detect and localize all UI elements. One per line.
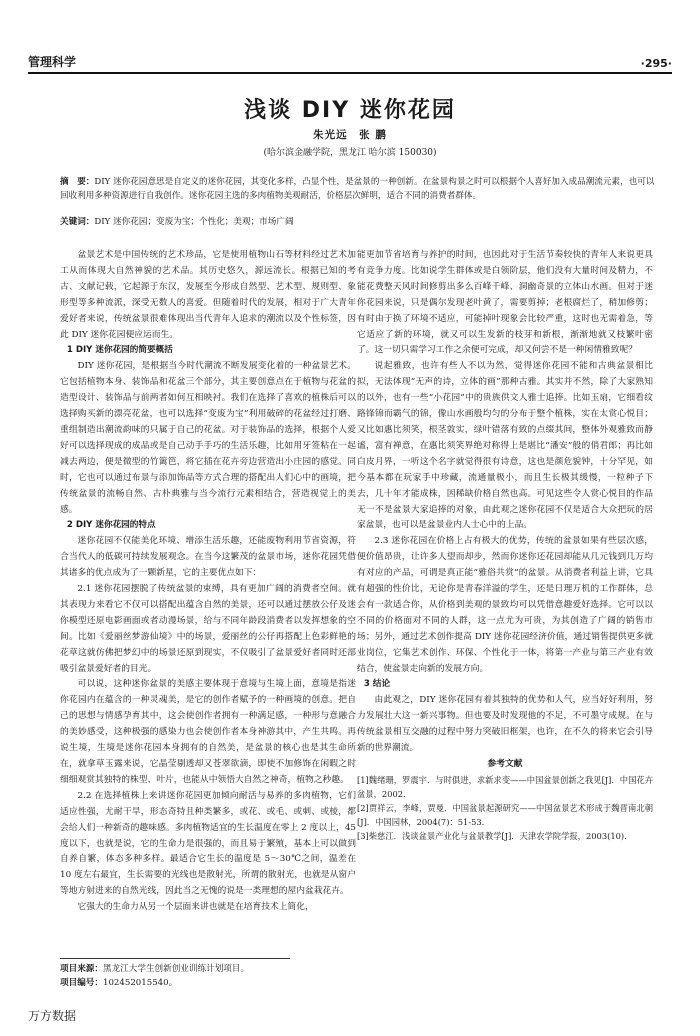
reference-item: [1]魏绪珊，罗震宇．与时俱进，求新求变——中国盆景创新之我见[J]．中国花卉盆景，2002. xyxy=(357,774,653,799)
body-paragraph: DIY 迷你花园，是根据当今时代潮流不断发展变化着的一种盆景艺术。它包括植物本身、装饰品和花盆三个部分，其主要创意点在于植物与花盆的造型设计、装饰品与前两者如何互相映衬。我们在选择了喜欢的植株后可以选择购买新的漂亮花盆，也可以选择“变废为宝”利用破碎的花盆经过打磨、重组制造出潮流韵味的只属于自己的花盆。对于装饰品的选择，根据个人爱好可以选择现成的成品或是自己动手手巧的生活乐趣，比如用牙签粘在一起减去两边，便是微型的竹篱笆，将它插在花卉旁边营造出小庄园的感觉。同时，它也可以通过布景与添加饰品等方式合理的搭配出人们心中的画境，把传统盆景的流畅自然、古朴典雅与当今流行元素相结合，营造视觉上的美感。 xyxy=(60,361,356,515)
body-paragraph: 盆景艺术是中国传统的艺术珍品，它是使用植物山石等材料经过艺术加工从而体现大自然神貌的艺术品。其历史悠久，源远流长。根据已知的考古、文献记载，它起源于东汉，发展至今形成自然型、艺术型、规则型、象形型等多种流派，深受无数人的喜爱。但随着时代的发展，相对于广大青年爱好者来说，传统盆景很难体现出当代青年人追求的潮流以及个性标签，因此 DIY 迷你花园便应运而生。 xyxy=(60,250,356,340)
page-number: ·295· xyxy=(640,57,672,70)
section-heading: 2 DIY 迷你花园的特点 xyxy=(66,520,156,531)
project-source xyxy=(60,962,249,976)
section-heading: 3 结论 xyxy=(363,679,391,690)
body-paragraph: 2.1 迷你花园摆脱了传统盆景的束缚，具有更加广阔的消费者空间。就其表现力来看它不仅可以搭配出蕴含自然的美景，还可以通过摆放公仔及迷你模型还原电影画面或者动漫场景，给与不同年龄段消费者以发挥想象的空间。比如《爱丽丝梦游仙境》中的场景，爱丽丝的公仔再搭配上色彩鲜艳的花草这就仿佛把梦幻中的场景还原到现实，不仅吸引了盆景爱好者同时还部吸引盆景爱好者的目光。 xyxy=(60,584,356,674)
watermark: 万方数据 xyxy=(28,1009,77,1023)
body-paragraph: 能更加节省培育与养护的时间，也因此对于生活节奏较快的青年人来说更具有竞争力度。比如说学生群体或是白领阶层，他们没有大量时间及精力，不能花费整天风时间修剪出多么百峰千峰、洞幽奇景的立体山水画。但对于迷你花园来说，只是偶尔发现老叶黄了，需要剪掉；老根腐烂了，稍加修剪；有时由于换了环境不适应，可能掉叶现象会比较严重，这时也无需着急，等它适应了新的环境，就又可以生发新的枝芽和新根，渐渐地就又枝繁叶密了。这一切只需学习工作之余便可完成，却又何尝不是一种闲情雅致呢？ xyxy=(357,250,653,356)
body-paragraph: 可以说，这种迷你盆景的美感主要体现于意境与生境上面，意境是指迷你花园内在蕴含的一种灵魂美，是它的创作者赋予的一种画境的创意。把自己的思想与情感孕育其中，这会使创作者拥有一种满足感，一种形与意融合的美妙感受，这种极强的感染力也会使创作者本身神游其中，产生共鸣。再说生境，生境是迷你花园本身拥有的自然美，是盆景的核心也是其生命所在，就拿草玉露来说，它晶莹剔透却又苍翠欲滴，即使不加修饰在闲暇之时细细观赏其独特的株型、叶片，也能从中领悟大自然之神奇，植物之秒趣。 xyxy=(60,679,356,785)
affiliation: (哈尔滨金融学院，黑龙江 哈尔滨 150030) xyxy=(263,148,437,158)
abstract xyxy=(60,176,660,203)
reference-item: [3]柴慈江．浅谈盆景产业化与盆景教学[J]．天津农学院学报，2003(10). xyxy=(357,830,627,841)
body-paragraph: 它强大的生命力从另一个层面来讲也就是在培育技术上简化， xyxy=(77,902,314,913)
journal-name: 管理科学 xyxy=(28,55,77,69)
authors: 朱光远 张 鹏 xyxy=(313,129,387,141)
footnote-rule xyxy=(60,958,290,959)
body-paragraph: 2.3 迷你花园在价格上占有极大的优势，传统的盆景如果有些层次感，便价值昂贵，让许多人望而却步，然而你迷你还花园却能从几元钱到几万均有对应的产品，可谓是真正能“雅俗共赏”的盆景。从消费者利益上讲，它具有超强的性价比，无论你是青春洋溢的学生，还是日理万机的工作群体，总会有一款适合你，从价格到美观的景致均可以凭借意趣爱好选择。它可以以不同的价格面对不同的人群，这一点尤为可贵，为其创造了广阔的销售市场；另外，通过艺术创作提高 DIY 迷你花园经济价值，通过销售提供更多就业岗位，它集艺术创作、环保、个性化于一体，将第一产业与第三产业有效结合，使盆景走向新的发展方向。 xyxy=(357,536,653,674)
references-heading: 参考文献 xyxy=(487,759,523,769)
running-header xyxy=(28,50,672,70)
keywords-label: 关键词： xyxy=(60,217,95,227)
body-paragraph: 说起雅致，也许有些人不以为然，觉得迷你花园不能和古典盆景相比拟，无法体现“无声的诗，立体的画”那种古雅。其实并不然，除了大家熟知的以外，也有一些“小花园”中的贵族供文人雅士追捧。比如玉扇，它细看纹路锋锦而霸气的锦，像山水画般均匀的分布于整个植株，实在太赏心悦目；又比如惠比须笑，根茎敦实，绿叶错落有致的点缀其间，整体外观雅致而静谧，富有禅意，在惠比须笑界绝对称得上是堪比“潘安”般的俏君郎；再比如白皮月界，一听这个名字就觉得很有诗意，这也是颜危貌钟，十分罕见，如今基本都在玩家手中珍藏，流通量极小，而且生长极其缓慢，一粒种子下去，几十年才能成株，因稀缺价格自然也高。可见这些令人赏心悦目的作品无一不是盆景大家追捧的对象，由此观之迷你花园不仅是适合大众把玩的居家盆景，也可以是盆景业内人士心中的上品。 xyxy=(357,361,653,531)
reference-item: [2]贾祥云，李峰，贾曼．中国盆景起源研究——中国盆景艺术形成于魏晋南北朝[J]．中国园林，2004(7)：51-53. xyxy=(357,802,653,827)
article-title: 浅谈 DIY 迷你花园 xyxy=(244,98,456,123)
project-source-label: 项目来源： xyxy=(60,964,103,974)
abstract-text: DIY 迷你花园意思是自定义的迷你花园，其变化多样，凸显个性，是盆景的一种创新。在盆景构景之时可以根据个人喜好加入成品潮流元素，也可以回收利用多种资源进行自我创作。迷你花园主选的多肉植物美观耐活，价格层次鲜明，适合不同的消费者群体。 xyxy=(60,177,655,201)
project-number-text: 102452015540。 xyxy=(102,978,178,988)
header-rule xyxy=(28,72,672,74)
body-paragraph: 迷你花园不仅能美化环境、增添生活乐趣，还能废物利用节省资源，符合当代人的低碳可持续发展观念。在当今这繁茂的盆景市场，迷你花园凭借其诸多的优点成为了一颗新星，它的主要优点如下： xyxy=(60,536,356,579)
body-paragraph: 2.2 在选择植株上来讲迷你花园更加倾向耐活与易养的多肉植物，它们适应性强，尤耐干旱，形态奇特且种类繁多，或花、或毛、或刺、或棱，都会给人们一种新奇的趣味感。多肉植物适宜的生长温度在零上 2 度以上，45 度以下，也就是说，它的生命力是很强的，而且易于繁殖，基本上可以做到自养自繁，体态多种多样。最适合它生长的温度是 5～30℃之间，温差在 10 度左右最宜，生长需要的光线也是散射光，所谓的散射光，也就是从窗户等地方射进来的自然光线，因此当之无愧的说是一类理想的屋内盆栽花卉。 xyxy=(60,790,356,897)
project-number xyxy=(60,976,177,990)
keywords-text: DIY 迷你花园；变废为宝；个性化；美观；市场广阔 xyxy=(94,217,294,227)
body-paragraph: 由此观之，DIY 迷你花园有着其独特的优势和人气，应当好好利用，努力发展壮大这一新兴事物。但也要及时发现他的不足，不可墨守成规。在与传统盆景相互交融的过程中努力突破旧框架，也许，在不久的将来它会引导新的世界潮流。 xyxy=(357,695,653,754)
left-column xyxy=(60,248,356,916)
project-number-label: 项目编号： xyxy=(60,978,103,988)
keywords xyxy=(60,216,660,229)
project-source-text: 黑龙江大学生创新创业训练计划项目。 xyxy=(102,964,250,974)
abstract-label: 摘 要： xyxy=(60,177,95,187)
right-column xyxy=(357,248,653,843)
section-heading: 1 DIY 迷你花园的简要概括 xyxy=(66,345,173,356)
